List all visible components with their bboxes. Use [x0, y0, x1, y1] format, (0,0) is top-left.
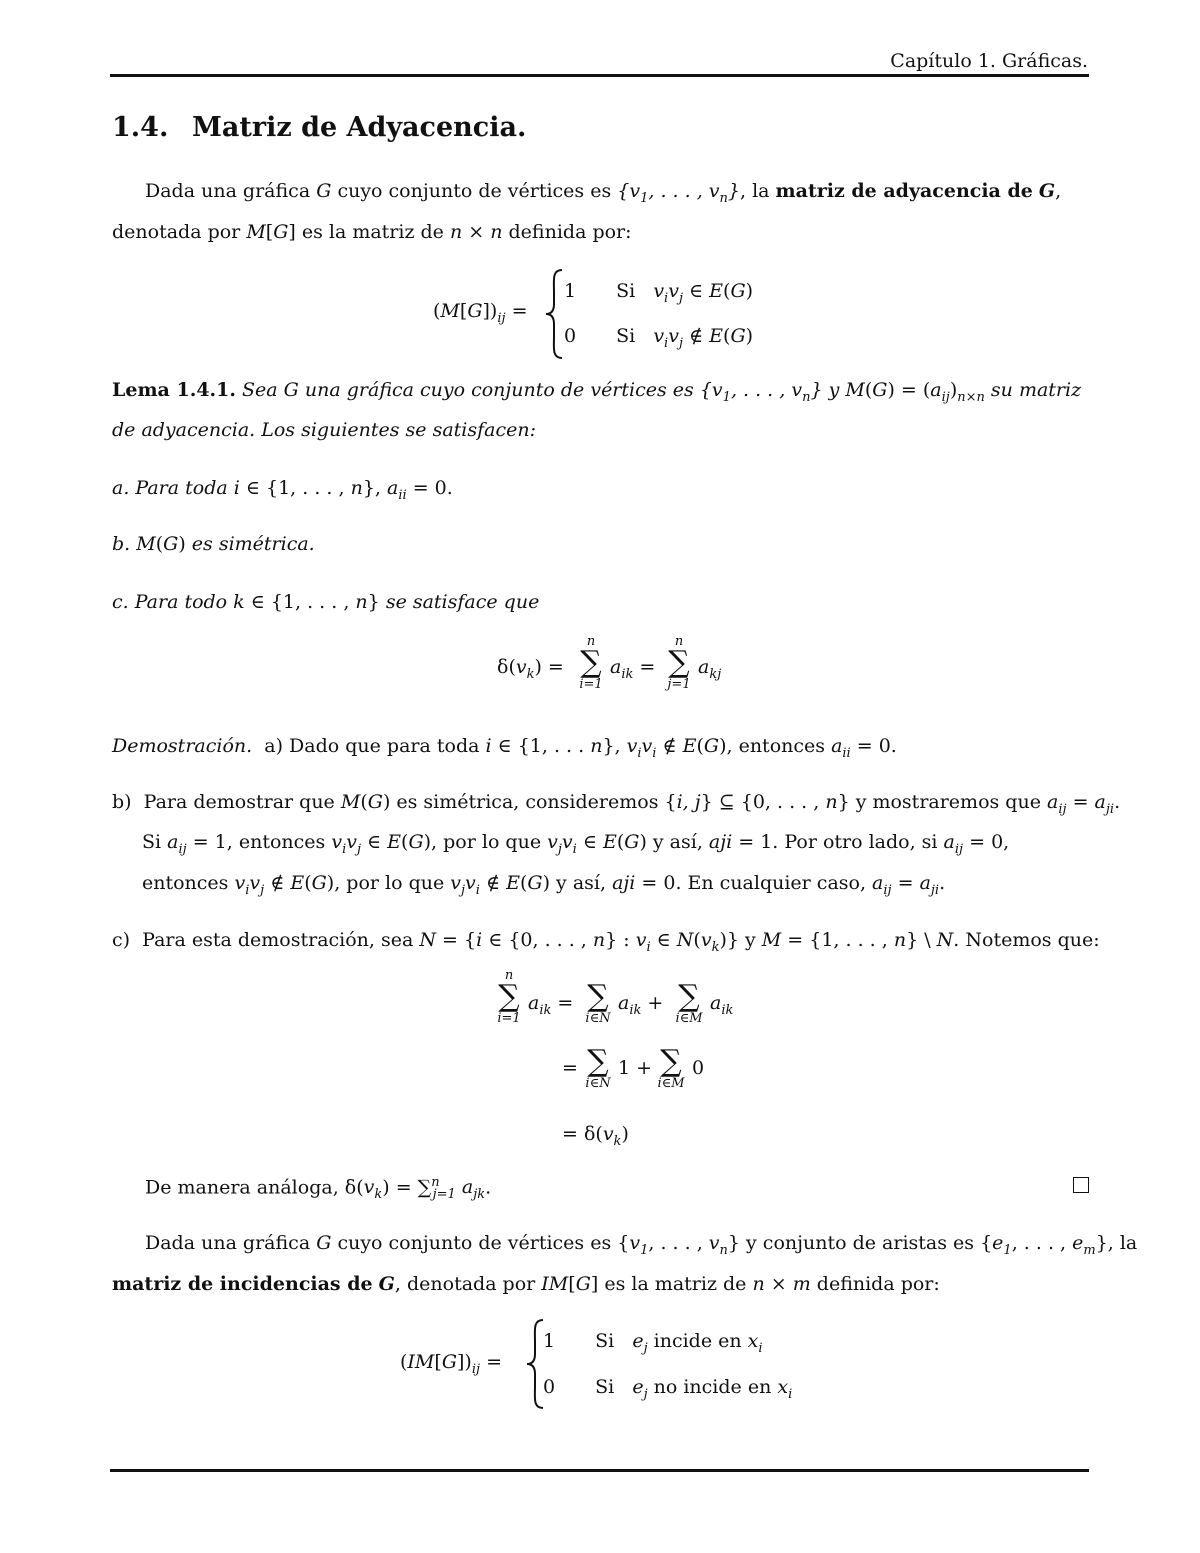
sum-line-2: =: [562, 1057, 578, 1079]
left-brace-icon: [544, 268, 566, 360]
incidence-lhs: $(IM[G])_{ij}$ =: [400, 1351, 502, 1377]
paragraph-2-line-2: matriz de incidencias de G, denotada por IM[G] es la matriz de n × m definida por:: [112, 1273, 940, 1295]
proof-b-line-2: Si $a_{ij} = 1$, entonces $v_iv_j$ ∈ E(G), por lo que $v_jv_i$ ∈ E(G) y así, aji = 1. Por otro lado, si $a_{ij} = 0$,: [142, 831, 1010, 857]
adjacency-case-0: 0 Si $v_iv_j$ ∉ E(G): [564, 325, 754, 351]
lemma-line-1: Lema 1.4.1. Sea G una gráfica cuyo conjunto de vértices es {$v_1$, . . . , $v_n$} y $M(G) = (a_{ij})_{n\times n}$ su matriz: [112, 379, 1082, 405]
proof-conclusion: De manera análoga, $\delta(v_k) = \sum^n_{j=1}$ $a_{jk}$.: [145, 1175, 492, 1203]
header-rule: [110, 74, 1089, 77]
section-title: Matriz de Adyacencia.: [192, 112, 527, 143]
paragraph-1-line-1: Dada una gráfica G cuyo conjunto de vértices es {$v_1$, . . . , $v_n$}, la matriz de adyacencia de G,: [145, 180, 1062, 206]
proof-b-line-3: entonces $v_iv_j$ ∉ E(G), por lo que $v_jv_i$ ∉ E(G) y así, aji = 0. En cualquier caso, $a_{ij} = a_{ji}$.: [142, 872, 946, 898]
lemma-item-a: a. Para toda i ∈ {1, . . . , n}, $a_{ii} = 0$.: [112, 477, 453, 503]
lemma-item-b: b. M(G) es simétrica.: [112, 533, 315, 555]
footer-rule: [110, 1469, 1089, 1472]
section-number: 1.4.: [112, 112, 169, 143]
running-header: Capítulo 1. Gráficas.: [890, 50, 1088, 72]
sum-line-3: = $\delta(v_k)$: [562, 1123, 629, 1149]
proof-b-line-1: b) Para demostrar que M(G) es simétrica, consideremos {i, j} ⊆ {0, . . . , n} y mostraremos que $a_{ij} = a_{ji}$.: [112, 791, 1121, 817]
adjacency-lhs: $(M[G])_{ij}$ =: [433, 300, 528, 326]
paragraph-1-line-2: denotada por M[G] es la matriz de n × n definida por:: [112, 221, 632, 243]
qed-square-icon: [1073, 1177, 1089, 1193]
degree-equation: $\delta(v_k)$ =: [497, 656, 564, 682]
proof-a: Demostración. a) Dado que para toda i ∈ {1, . . . n}, $v_iv_i$ ∉ E(G), entonces $a_{ii} = 0$.: [112, 735, 897, 761]
sum-line-1: $a_{ik}$ =: [528, 992, 574, 1018]
lemma-line-2: de adyacencia. Los siguientes se satisfacen:: [112, 419, 537, 441]
lemma-item-c: c. Para todo k ∈ {1, . . . , n} se satisface que: [112, 591, 540, 613]
incidence-case-0: 0 Si $e_j$ no incide en $x_i$: [543, 1376, 793, 1402]
incidence-case-1: 1 Si $e_j$ incide en $x_i$: [543, 1330, 763, 1356]
paragraph-2-line-1: Dada una gráfica G cuyo conjunto de vértices es {$v_1$, . . . , $v_n$} y conjunto de aristas es {$e_1$, . . . , $e_m$}, la: [145, 1232, 1138, 1258]
document-page: Capítulo 1. Gráficas. 1.4. Matriz de Adyacencia. Dada una gráfica G cuyo conjunto de vértices es {$v_1$, . . . , $v_n$}, la matriz de adyacencia de G, denotada por M[G] es la matriz de n × n definida por: $(M[G])_{ij}$ = 1 Si $v_iv_j$ ∈ E(G) 0 Si $v_iv_j$ ∉ E(G) Lema 1.4.1. Sea G una gráfica cuyo conjunto de vértices es {$v_1$, . . . , $v_n$} y $M(G) = (a_{ij})_{n\times n}$ su matriz de adyacencia. Los siguientes se satisfacen: a. Para toda i ∈ {1, . . . , n}, $a_{ii} = 0$. b. M(G) es simétrica. c. Para todo k ∈ {1, . . . , n} se satisface que $\delta(v_k)$ = n ∑ i=1 $a_{ik}$ = n ∑ j=1 $a_{kj}$ Demostración. a) Dado que para toda i ∈ {1, . . . n}, $v_iv_i$ ∉ E(G), entonces $a_{ii} = 0$. b) Para demostrar que M(G) es simétrica, consideremos {i, j} ⊆ {0, . . . , n} y mostraremos que $a_{ij} = a_{ji}$. Si $a_{ij} = 1$, entonces $v_iv_j$ ∈ E(G), por lo que $v_jv_i$ ∈ E(G) y así, aji = 1. Por otro lado, si $a_{ij} = 0$, entonces $v_iv_j$ ∉ E(G), por lo que $v_jv_i$ ∉ E(G) y así, aji = 0. En cualquier caso, $a_{ij} = a_{ji}$. c) Para esta demostración, sea N = {i ∈ {0, . . . , n} : $v_i$ ∈ $N(v_k)$} y M = {1, . . . , n} \ N. Notemos que: n ∑ i=1 $a_{ik}$ = ∑ i∈N $a_{ik}$ + ∑ i∈M $a_{ik}$ = ∑ i∈N 1 + ∑ i∈M 0 = $\delta(v_k)$ De manera análoga, $\delta(v_k) = \sum^n_{j=1}$ $a_{jk}$. Dada una gráfica G cuyo conjunto de vértices es {$v_1$, . . . , $v_n$} y conjunto de aristas es {$e_1$, . . . , $e_m$}, la matriz de incidencias de G, denotada por IM[G] es la matriz de n × m definida por: $(IM[G])_{ij}$ = 1 Si $e_j$ incide en $x_i$ 0 Si $e_j$ no incide en $x_i$: [0, 0, 1200, 1553]
proof-c-line-1: c) Para esta demostración, sea N = {i ∈ {0, . . . , n} : $v_i$ ∈ $N(v_k)$} y M = {1, . . . , n} \ N. Notemos que:: [112, 929, 1100, 955]
adjacency-case-1: 1 Si $v_iv_j$ ∈ E(G): [564, 280, 754, 306]
